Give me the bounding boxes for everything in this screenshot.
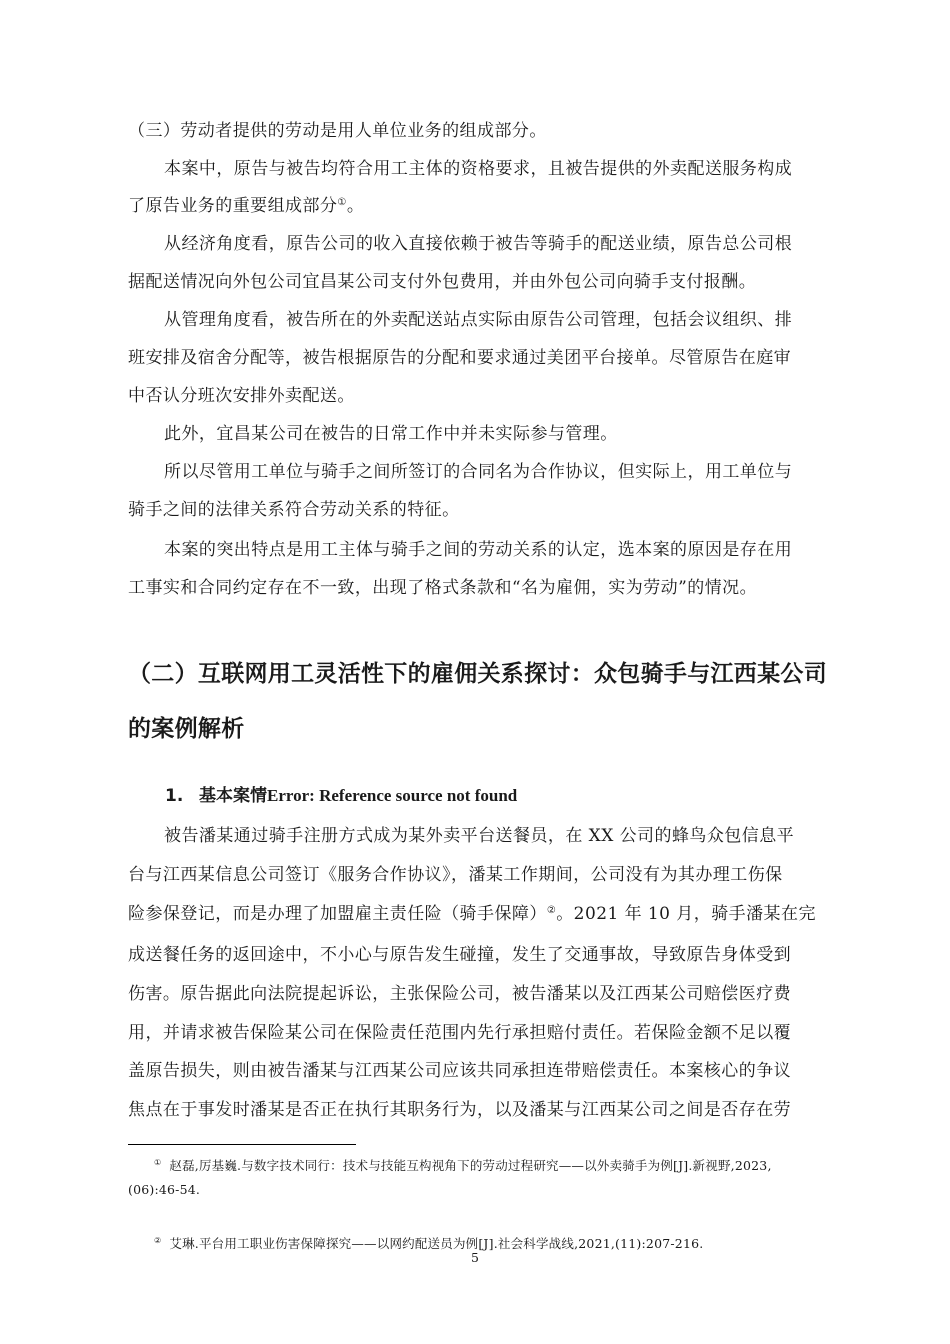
footnote-ref[interactable]: ② — [546, 905, 557, 916]
paragraph-line: 被告潘某通过骑手注册方式成为某外卖平台送餐员，在 XX 公司的蜂鸟众包信息平 — [164, 826, 795, 846]
paragraph-line: 从经济角度看，原告公司的收入直接依赖于被告等骑手的配送业绩，原告总公司根 — [164, 234, 793, 254]
footnote-mark: ② — [154, 1236, 162, 1245]
paragraph-line: 工事实和合同约定存在不一致，出现了格式条款和“名为雇佣，实为劳动”的情况。 — [128, 578, 758, 598]
paragraph-line: 据配送情况向外包公司宜昌某公司支付外包费用，并由外包公司向骑手支付报酬。 — [128, 272, 757, 292]
footnote-separator — [128, 1144, 356, 1145]
footnote-continuation: (06):46-54. — [128, 1182, 201, 1197]
paragraph-line: 班安排及宿舍分配等，被告根据原告的分配和要求通过美团平台接单。尽管原告在庭审 — [128, 348, 792, 368]
paragraph-line — [128, 904, 858, 924]
footnote-mark: ① — [154, 1158, 162, 1167]
paragraph-line: 此外，宜昌某公司在被告的日常工作中并未实际参与管理。 — [164, 424, 618, 444]
heading-title: 基本案情 — [199, 786, 267, 806]
section-heading: （二）互联网用工灵活性下的雇佣关系探讨：众包骑手与江西某公司 — [128, 661, 827, 687]
page-number: 5 — [471, 1250, 479, 1265]
reference-error: Error: Reference source not found — [267, 786, 518, 805]
footnote-text: 艾琳.平台用工职业伤害保障探究——以网约配送员为例[J].社会科学战线,2021,(11):207-216. — [169, 1236, 704, 1251]
paragraph-text: 了原告业务的重要组成部分 — [128, 196, 338, 216]
paragraph-line: 伤害。原告据此向法院提起诉讼，主张保险公司，被告潘某以及江西某公司赔偿医疗费 — [128, 984, 792, 1004]
paragraph-line: 台与江西某信息公司签订《服务合作协议》，潘某工作期间，公司没有为其办理工伤保 — [128, 865, 783, 885]
subsection-heading: （三）劳动者提供的劳动是用人单位业务的组成部分。 — [128, 121, 547, 141]
paragraph-line: 盖原告损失，则由被告潘某与江西某公司应该共同承担连带赔偿责任。本案核心的争议 — [128, 1061, 792, 1081]
paragraph-line: 从管理角度看，被告所在的外卖配送站点实际由原告公司管理，包括会议组织、排 — [164, 310, 793, 330]
paragraph-text: 险参保登记，而是办理了加盟雇主责任险（骑手保障） — [128, 904, 547, 924]
paragraph-line: 本案中，原告与被告均符合用工主体的资格要求，且被告提供的外卖配送服务构成 — [164, 159, 793, 179]
footnote — [154, 1158, 772, 1174]
paragraph-line: 所以尽管用工单位与骑手之间所签订的合同名为合作协议，但实际上，用工单位与 — [164, 462, 793, 482]
paragraph-line — [128, 196, 858, 216]
section-heading: 的案例解析 — [128, 716, 245, 742]
paragraph-line: 焦点在于事发时潘某是否正在执行其职务行为，以及潘某与江西某公司之间是否存在劳 — [128, 1100, 792, 1120]
paragraph-line: 用，并请求被告保险某公司在保险责任范围内先行承担赔付责任。若保险金额不足以覆 — [128, 1023, 792, 1043]
heading-number: 1. — [165, 786, 184, 806]
paragraph-line: 骑手之间的法律关系符合劳动关系的特征。 — [128, 500, 460, 520]
paragraph-text: 。 — [346, 196, 365, 216]
subsection-heading — [165, 781, 517, 806]
paragraph-line: 本案的突出特点是用工主体与骑手之间的劳动关系的认定，选本案的原因是存在用 — [164, 540, 793, 560]
footnote-text: 赵磊,厉基巍.与数字技术同行：技术与技能互构视角下的劳动过程研究——以外卖骑手为例[J].新视野,2023, — [169, 1158, 772, 1173]
paragraph-line: 中否认分班次安排外卖配送。 — [128, 386, 355, 406]
paragraph-text: 。2021 年 10 月，骑手潘某在完 — [556, 904, 816, 924]
paragraph-line: 成送餐任务的返回途中，不小心与原告发生碰撞，发生了交通事故，导致原告身体受到 — [128, 945, 792, 965]
footnote-ref[interactable]: ① — [337, 197, 347, 208]
